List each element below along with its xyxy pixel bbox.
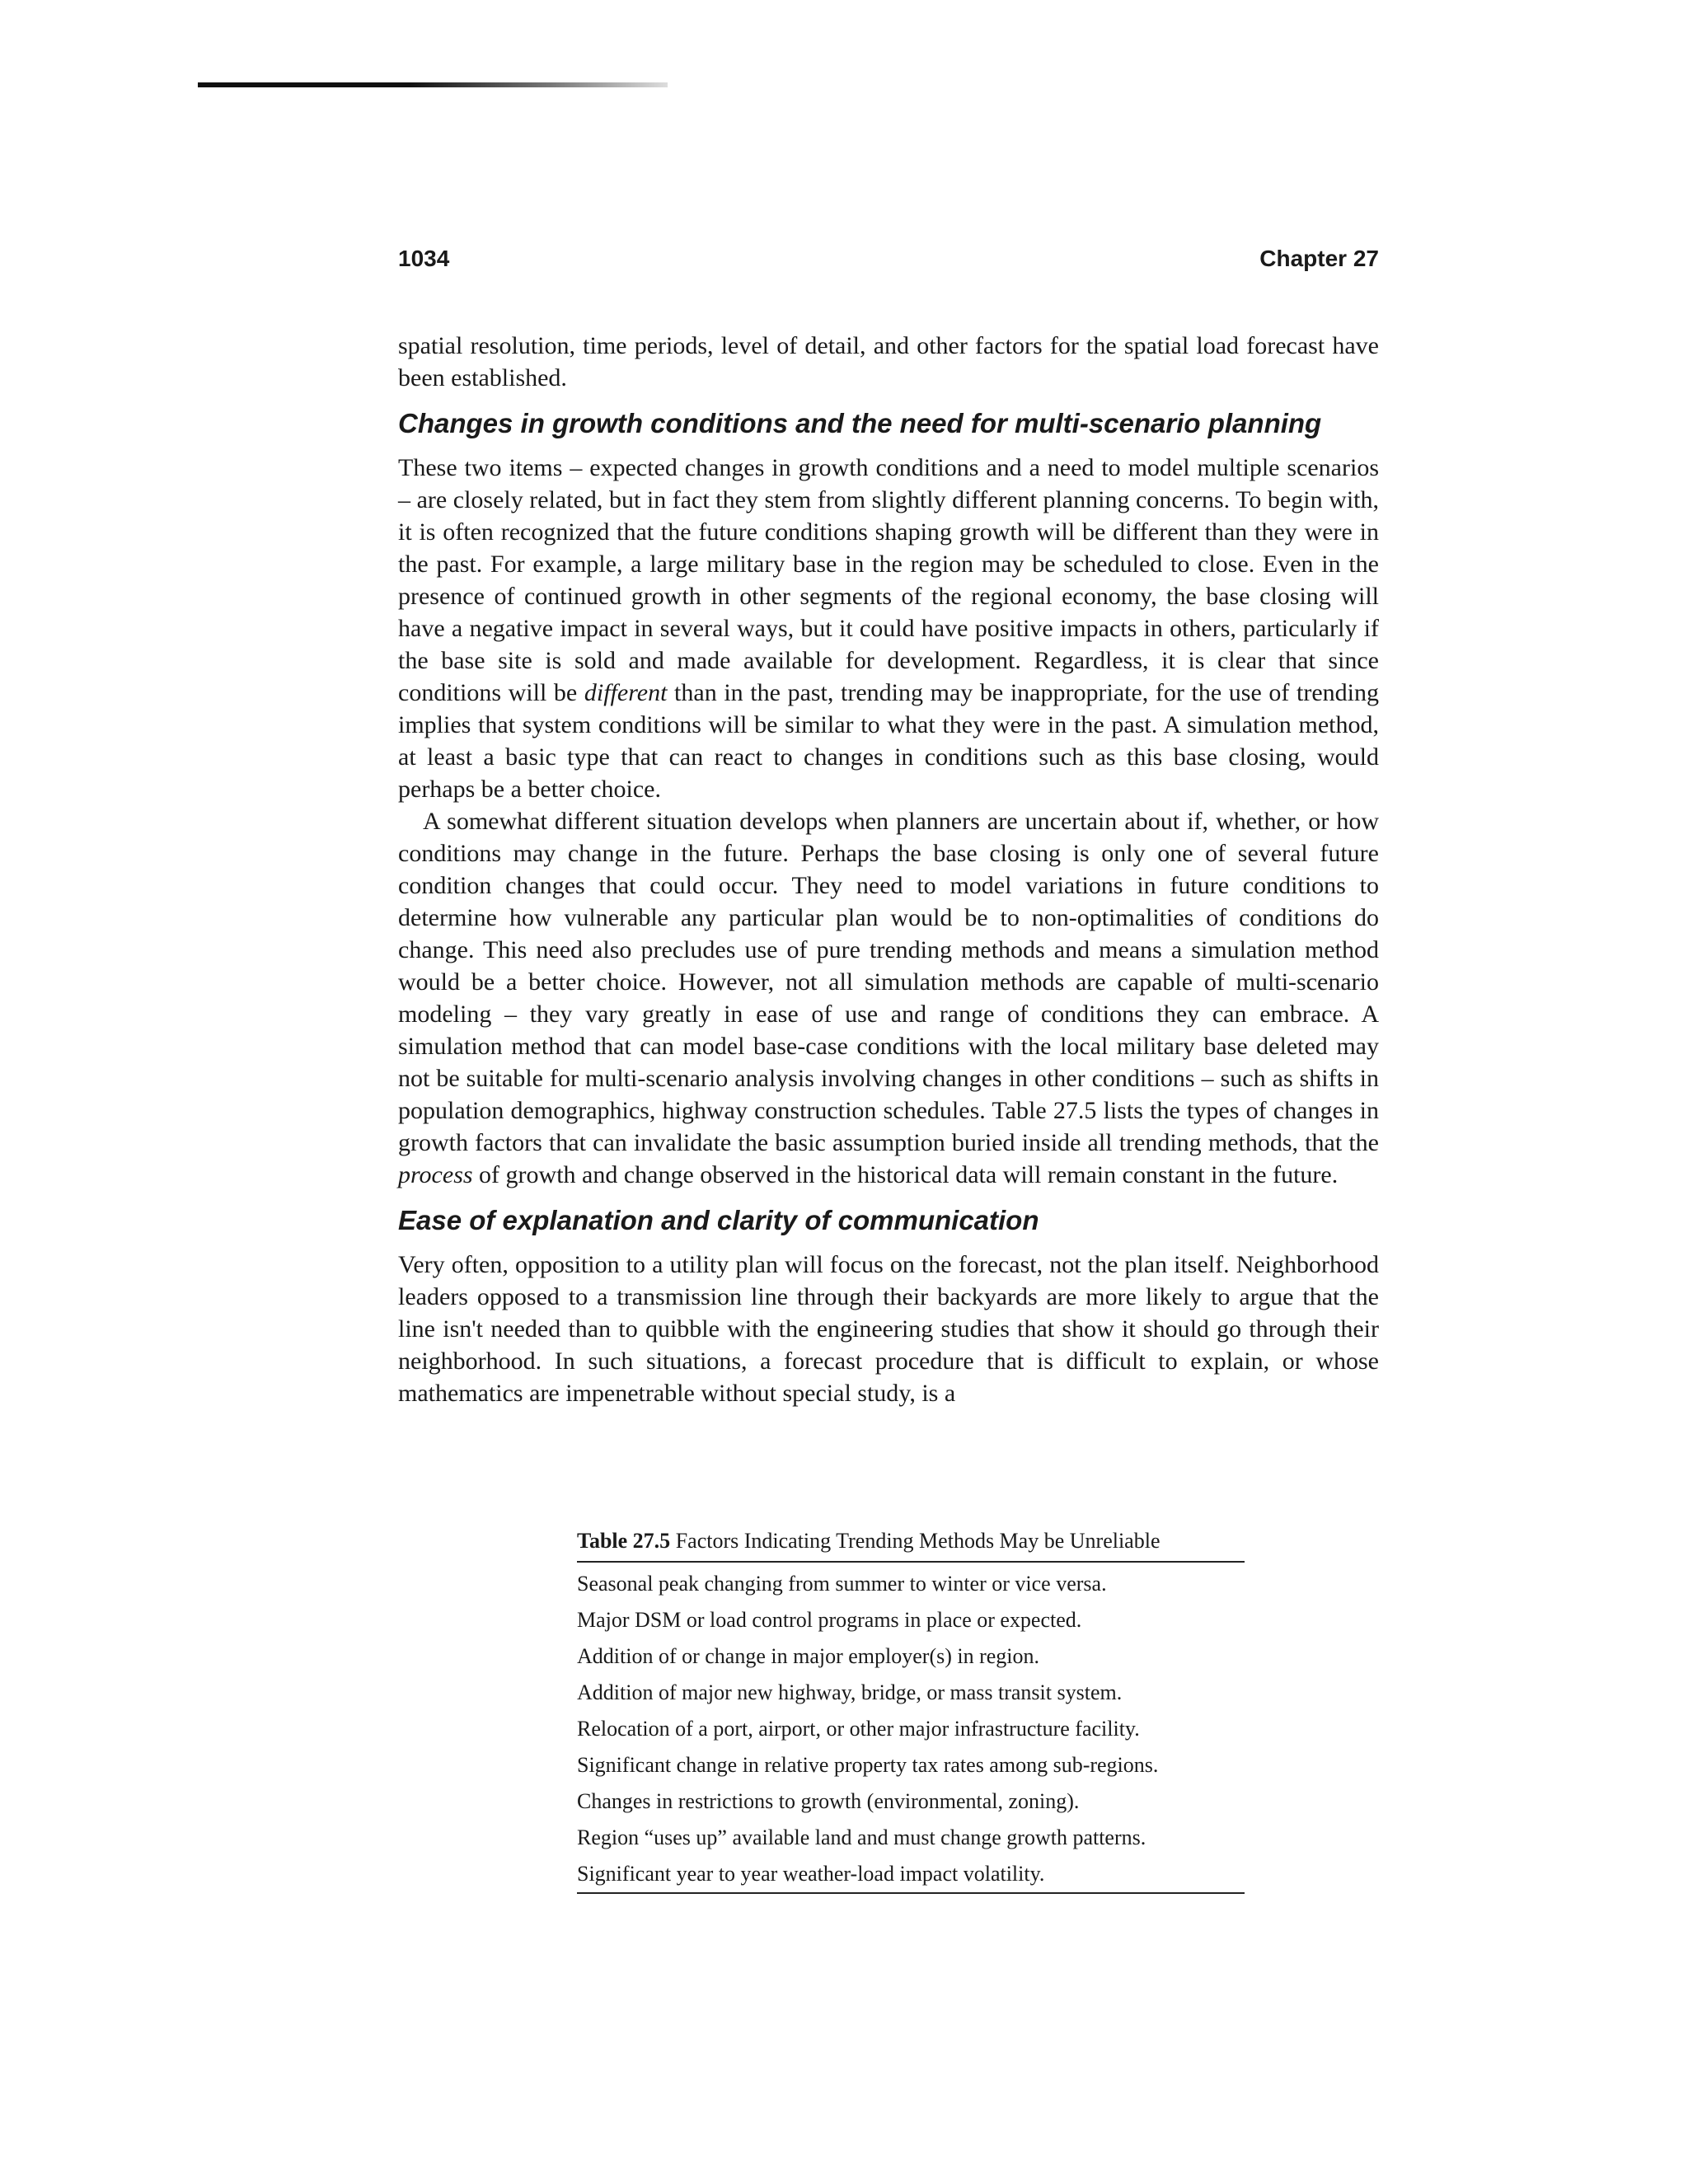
paragraph-text: A somewhat different situation develops when planners are uncertain about if, whether, or how conditions may change in the future. Perhaps the base closing is only one of several future condition changes that could occur. They need to model variations in future conditions to determine how vulnerable any particular plan would be to non-optimalities of conditions do change. This need also precludes use of pure trending methods and means a simulation method would be a better choice. However, not all simulation methods are capable of multi-scenario modeling – they vary greatly in ease of use and range of conditions they can embrace. A simulation method that can model base-case conditions with the local military base deleted may not be suitable for multi-scenario analysis involving changes in other conditions – such as shifts in population demographics, highway construction schedules. Table 27.5 lists the types of changes in growth factors that can invalidate the basic assumption buried inside all trending methods, that the [398, 808, 1379, 1156]
paragraph-text: These two items – expected changes in growth conditions and a need to model multiple scenarios – are closely related, but in fact they stem from slightly different planning concerns. To begin with, it is often recognized that the future conditions shaping growth will be different than they were in the past. For example, a large military base in the region may be scheduled to close. Even in the presence of continued growth in other segments of the regional economy, the base closing will have a negative impact in several ways, but it could have positive impacts in others, particularly if the base site is sold and made available for development. Regardless, it is clear that since conditions will be [398, 454, 1379, 706]
paragraph-text: of growth and change observed in the historical data will remain constant in the future. [472, 1161, 1339, 1188]
section-heading-growth-conditions: Changes in growth conditions and the need for multi-scenario planning [398, 408, 1322, 438]
paragraph-text: than in the past, trending may be inappropriate, for the use of trending implies that system conditions will be similar to what they were in the past. A simulation method, at least a basic type that can react to changes in conditions such as this base closing, would perhaps be a better choice. [398, 679, 1380, 803]
intro-paragraph: spatial resolution, time periods, level of detail, and other factors for the spatial load forecast have been established. [398, 332, 1379, 391]
table-row: Significant year to year weather-load impact volatility. [577, 1862, 1045, 1886]
paragraph-multi-scenario [398, 805, 1379, 1191]
table-row: Region “uses up” available land and must change growth patterns. [577, 1825, 1146, 1849]
emphasis-text: different [584, 679, 668, 706]
table-row: Relocation of a port, airport, or other major infrastructure facility. [577, 1717, 1140, 1741]
table-label: Table 27.5 [577, 1529, 671, 1553]
paragraph-ease-of-explanation: Very often, opposition to a utility plan will focus on the forecast, not the plan itself. Neighborhood leaders opposed to a transmission line through their backyards are more likely to argue that the line isn't needed than to quibble with the engineering studies that show it should go through their neighborhood. In such situations, a forecast procedure that is difficult to explain, or whose mathematics are impenetrable without special study, is a [398, 1251, 1379, 1407]
section-heading-ease-of-explanation: Ease of explanation and clarity of communication [398, 1205, 1039, 1235]
page-number: 1034 [398, 246, 450, 271]
table-row: Seasonal peak changing from summer to winter or vice versa. [577, 1572, 1107, 1596]
table-row: Addition of major new highway, bridge, or mass transit system. [577, 1680, 1123, 1704]
table-row: Addition of or change in major employer(s) in region. [577, 1644, 1040, 1668]
body-text [398, 330, 1379, 1409]
table-27-5 [577, 1525, 1245, 1894]
table-title: Factors Indicating Trending Methods May be Unreliable [675, 1529, 1160, 1553]
paragraph-growth-conditions [398, 452, 1379, 805]
emphasis-text: process [398, 1161, 473, 1188]
running-head [398, 246, 1379, 279]
table-rows [577, 1563, 1245, 1894]
table-row: Major DSM or load control programs in place or expected. [577, 1608, 1082, 1632]
table-caption [577, 1525, 1245, 1563]
top-rule [198, 82, 668, 87]
table-row: Significant change in relative property tax rates among sub-regions. [577, 1753, 1159, 1777]
chapter-label: Chapter 27 [1259, 246, 1379, 271]
table-row: Changes in restrictions to growth (environmental, zoning). [577, 1789, 1080, 1813]
